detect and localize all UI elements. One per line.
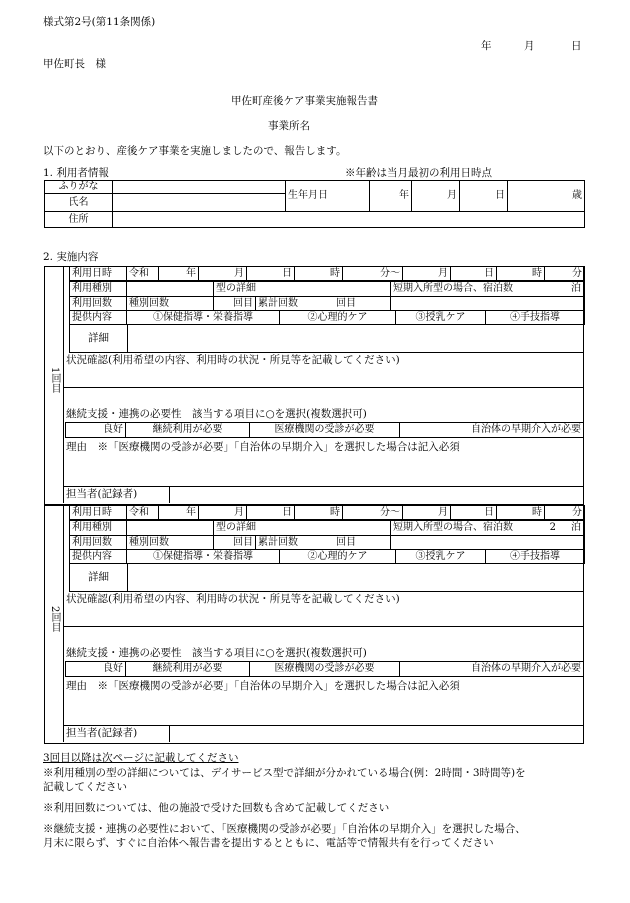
staff-field[interactable]	[170, 486, 583, 503]
detail-label: 詳細	[69, 564, 128, 591]
short-stay-label: 短期入所型の場合、宿泊数	[393, 522, 513, 533]
visit-block-2	[44, 505, 584, 744]
support-option-continue[interactable]: 継続利用が必要	[126, 423, 250, 438]
birth-year-label: 年	[370, 181, 412, 212]
visit-detail-table	[69, 505, 585, 520]
service-option-2[interactable]: ②心理的ケア	[280, 550, 396, 564]
count-type-label: 種別回数	[129, 297, 169, 309]
service-option-1[interactable]: ①保健指導・栄養指導	[127, 311, 280, 325]
day-unit: 日	[247, 506, 295, 520]
count-total-label: 累計回数	[258, 297, 298, 309]
year-unit: 年	[159, 506, 199, 520]
reason-field[interactable]	[63, 694, 584, 726]
service-option-4[interactable]: ④手技指導	[486, 311, 585, 325]
count-label: 利用回数	[70, 297, 127, 311]
era-label: 令和	[127, 506, 159, 520]
nights-unit: 泊	[571, 522, 581, 533]
era-label: 令和	[127, 267, 159, 281]
service-option-3[interactable]: ③授乳ケア	[396, 311, 486, 325]
date-month: 月	[524, 40, 535, 52]
month-unit: 月	[199, 267, 247, 281]
support-label: 継続支援・連携の必要性 該当する項目に○を選択(複数選択可)	[66, 647, 367, 659]
status-field[interactable]	[63, 609, 584, 627]
birth-month-label: 月	[412, 181, 460, 212]
times2-unit: 回目	[336, 536, 356, 548]
service-label: 提供内容	[70, 311, 127, 325]
birth-label: 生年月日	[286, 181, 370, 212]
date-label: 利用日時	[70, 267, 127, 281]
visit-number: 1回目	[49, 367, 60, 394]
facility-name-label: 事業所名	[268, 120, 310, 132]
count-type-label: 種別回数	[129, 536, 169, 548]
note-type-detail-2: 記載してください	[43, 781, 127, 793]
nights-value: 2	[549, 522, 556, 533]
page-title: 甲佐町産後ケア事業実施報告書	[231, 95, 378, 107]
detail-field[interactable]	[127, 325, 583, 352]
note-count: ※利用回数については、他の施設で受けた回数も含めて記載してください	[43, 802, 390, 814]
month-unit: 月	[199, 506, 247, 520]
month-to-unit: 月	[403, 267, 451, 281]
short-stay-label: 短期入所型の場合、宿泊数	[393, 283, 513, 294]
support-option-good[interactable]: 良好	[66, 662, 126, 677]
status-label: 状況確認(利用希望の内容、利用時の状況・所見等を記載してください)	[66, 354, 400, 366]
section2-heading: 2. 実施内容	[43, 251, 99, 263]
nights-unit: 泊	[571, 283, 581, 294]
visit-detail-table	[69, 266, 585, 281]
support-option-continue[interactable]: 継続利用が必要	[126, 662, 250, 677]
hour-to-unit: 時	[497, 506, 545, 520]
type-field[interactable]	[127, 521, 214, 536]
status-label: 状況確認(利用希望の内容、利用時の状況・所見等を記載してください)	[66, 593, 400, 605]
age-note: ※年齢は当月最初の利用日時点	[345, 167, 492, 179]
visit-number: 2回目	[49, 606, 60, 633]
day-to-unit: 日	[451, 267, 497, 281]
date-label: 利用日時	[70, 506, 127, 520]
support-option-municipal[interactable]: 自治体の早期介入が必要	[400, 423, 584, 438]
section1-heading: 1. 利用者情報	[43, 167, 109, 179]
detail-label: 詳細	[69, 325, 128, 352]
detail-field[interactable]	[127, 564, 583, 591]
address-field[interactable]	[113, 212, 585, 228]
staff-field[interactable]	[170, 725, 583, 742]
short-stay-cell	[391, 521, 585, 536]
hour-to-unit: 時	[497, 267, 545, 281]
hour-unit: 時	[295, 506, 343, 520]
note-next-page: 3回目以降は次ページに記載してください	[43, 752, 239, 764]
form-number: 様式第2号(第11条関係)	[43, 16, 156, 28]
times1-unit: 回目	[214, 297, 256, 311]
status-field[interactable]	[63, 370, 584, 388]
support-option-medical[interactable]: 医療機関の受診が必要	[250, 662, 400, 677]
short-stay-cell	[391, 282, 585, 297]
times2-unit: 回目	[336, 297, 356, 309]
age-label: 歳	[508, 181, 585, 212]
furigana-label: ふりがな	[45, 181, 113, 194]
minute-to-unit: 分	[545, 267, 585, 281]
day-unit: 日	[247, 267, 295, 281]
date-day: 日	[571, 40, 582, 52]
type-label: 利用種別	[70, 282, 127, 297]
count-total-label: 累計回数	[258, 536, 298, 548]
support-option-good[interactable]: 良好	[66, 423, 126, 438]
service-option-1[interactable]: ①保健指導・栄養指導	[127, 550, 280, 564]
note-support-2: 月末に限らず、すぐに自治体へ報告書を提出するとともに、電話等で情報共有を行ってください	[43, 837, 494, 849]
service-option-3[interactable]: ③授乳ケア	[396, 550, 486, 564]
service-option-2[interactable]: ②心理的ケア	[280, 311, 396, 325]
birth-day-label: 日	[460, 181, 508, 212]
minute-to-unit: 分	[545, 506, 585, 520]
service-option-4[interactable]: ④手技指導	[486, 550, 585, 564]
type-detail-label: 型の詳細	[214, 521, 391, 536]
support-option-medical[interactable]: 医療機関の受診が必要	[250, 423, 400, 438]
support-label: 継続支援・連携の必要性 該当する項目に○を選択(複数選択可)	[66, 408, 367, 420]
type-field[interactable]	[127, 282, 214, 297]
name-field[interactable]	[113, 194, 286, 212]
address-label: 住所	[45, 212, 113, 228]
name-label: 氏名	[45, 194, 113, 212]
note-type-detail-1: ※利用種別の型の詳細については、デイサービス型で詳細が分かれている場合(例：2時間・3時間等)を	[43, 767, 526, 779]
reason-field[interactable]	[63, 455, 584, 487]
furigana-field[interactable]	[113, 181, 286, 194]
minute-from-unit: 分〜	[343, 267, 403, 281]
type-detail-label: 型の詳細	[214, 282, 391, 297]
intro-text: 以下のとおり、産後ケア事業を実施しましたので、報告します。	[43, 145, 347, 157]
day-to-unit: 日	[451, 506, 497, 520]
date-year: 年	[481, 40, 492, 52]
minute-from-unit: 分〜	[343, 506, 403, 520]
count-label: 利用回数	[70, 536, 127, 550]
support-option-municipal[interactable]: 自治体の早期介入が必要	[400, 662, 584, 677]
addressee: 甲佐町長 様	[43, 58, 106, 70]
hour-unit: 時	[295, 267, 343, 281]
note-support-1: ※継続支援・連携の必要性において、「医療機関の受診が必要」「自治体の早期介入」を選択した場合、	[43, 823, 526, 835]
user-info-table	[44, 180, 585, 228]
reason-label: 理由 ※「医療機関の受診が必要」「自治体の早期介入」を選択した場合は記入必須	[66, 441, 460, 453]
year-unit: 年	[159, 267, 199, 281]
reason-label: 理由 ※「医療機関の受診が必要」「自治体の早期介入」を選択した場合は記入必須	[66, 680, 460, 692]
service-label: 提供内容	[70, 550, 127, 564]
staff-label: 担当者(記録者)	[66, 488, 138, 500]
month-to-unit: 月	[403, 506, 451, 520]
visit-block-1	[44, 266, 584, 505]
type-label: 利用種別	[70, 521, 127, 536]
staff-label: 担当者(記録者)	[66, 727, 138, 739]
times1-unit: 回目	[214, 536, 256, 550]
